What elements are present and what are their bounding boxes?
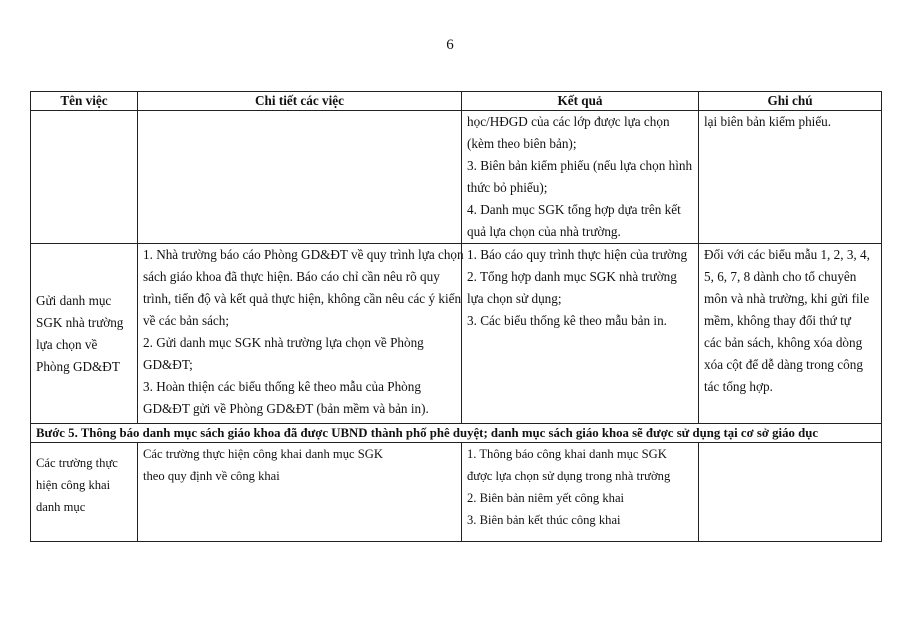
text-line: (kèm theo biên bản);	[467, 136, 577, 151]
cell-ghi-chu	[699, 111, 882, 244]
text-line: 3. Hoàn thiện các biểu thống kê theo mẫu của Phòng	[143, 379, 421, 394]
text-line: 2. Gửi danh mục SGK nhà trường lựa chọn về Phòng	[143, 335, 424, 350]
cell-ten-viec	[31, 244, 138, 424]
text-line: GD&ĐT;	[143, 357, 193, 372]
text-line: trình, tiến độ và kết quả thực hiện, không cần nêu các ý kiến	[143, 291, 462, 306]
header-chi-tiet: Chi tiết các việc	[138, 92, 462, 111]
text-line: 2. Tổng hợp danh mục SGK nhà trường	[467, 269, 677, 284]
text-line: 1. Nhà trường báo cáo Phòng GD&ĐT về quy trình lựa chọn	[143, 247, 464, 262]
page-number: 6	[446, 37, 454, 53]
text-line: 1. Thông báo công khai danh mục SGK	[467, 447, 667, 461]
text-line: 5, 6, 7, 8 dành cho tổ chuyên	[704, 269, 857, 284]
cell-ten-viec	[31, 443, 138, 542]
cell-chi-tiet	[138, 443, 462, 542]
cell-ghi-chu	[699, 244, 882, 424]
text-line: về các bản sách;	[143, 313, 230, 328]
text-line: 3. Các biểu thống kê theo mẫu bản in.	[467, 313, 667, 328]
text-line: các bản sách, không xóa dòng	[704, 335, 863, 350]
text-line: học/HĐGD của các lớp được lựa chọn	[467, 114, 670, 129]
text-line: 4. Danh mục SGK tổng hợp dựa trên kết	[467, 202, 681, 217]
text-line: lựa chọn về	[36, 336, 98, 352]
table-row	[31, 244, 882, 424]
table-row	[31, 443, 882, 542]
table-header-row	[31, 92, 882, 111]
text-line: hiện công khai	[36, 478, 111, 492]
task-table	[30, 91, 882, 542]
cell-ket-qua	[462, 244, 699, 424]
text-line: Đối với các biểu mẫu 1, 2, 3, 4,	[704, 247, 870, 262]
cell-ket-qua	[462, 443, 699, 542]
text-line: theo quy định về công khai	[143, 469, 280, 483]
text-line: Các trường thực	[36, 456, 118, 470]
cell-chi-tiet	[138, 244, 462, 424]
text-line: được lựa chọn sử dụng trong nhà trường	[467, 469, 671, 483]
header-ghi-chu: Ghi chú	[699, 92, 882, 111]
text-line: môn và nhà trường, khi gửi file	[704, 291, 870, 306]
text-line: lại biên bản kiểm phiếu.	[704, 114, 832, 129]
text-line: quả lựa chọn của nhà trường.	[467, 224, 621, 239]
text-line: Phòng GD&ĐT	[36, 358, 120, 374]
text-line: xóa cột để dễ dàng trong công	[704, 357, 863, 372]
header-ket-qua: Kết quả	[462, 92, 699, 111]
text-line: GD&ĐT gửi về Phòng GD&ĐT (bản mềm và bản in).	[143, 401, 429, 416]
text-line: SGK nhà trường	[36, 314, 124, 330]
text-line: Gửi danh mục	[36, 292, 112, 308]
text-line: sách giáo khoa đã thực hiện. Báo cáo chỉ cần nêu rõ quy	[143, 269, 440, 284]
text-line: lựa chọn sử dụng;	[467, 291, 562, 306]
cell-ten-viec	[31, 111, 138, 244]
text-line: tác tổng hợp.	[704, 379, 773, 394]
step-5-row	[31, 424, 882, 443]
text-line: Các trường thực hiện công khai danh mục SGK	[143, 447, 383, 461]
cell-ghi-chu	[699, 443, 882, 542]
text-line: 3. Biên bản kiểm phiếu (nếu lựa chọn hình	[467, 158, 693, 173]
step-5-heading: Bước 5. Thông báo danh mục sách giáo khoa đã được UBND thành phố phê duyệt; danh mục sách giáo khoa sẽ được sử dụng tại cơ sở giáo dục	[31, 424, 882, 443]
text-line: danh mục	[36, 500, 86, 514]
cell-chi-tiet	[138, 111, 462, 244]
table-row	[31, 111, 882, 244]
text-line: thức bỏ phiếu);	[467, 180, 548, 195]
cell-ket-qua	[462, 111, 699, 244]
text-line: mềm, không thay đổi thứ tự	[704, 313, 851, 328]
text-line: 2. Biên bản niêm yết công khai	[467, 491, 625, 505]
text-line: 3. Biên bản kết thúc công khai	[467, 513, 621, 527]
header-ten-viec: Tên việc	[31, 92, 138, 111]
text-line: 1. Báo cáo quy trình thực hiện của trường	[467, 247, 688, 262]
